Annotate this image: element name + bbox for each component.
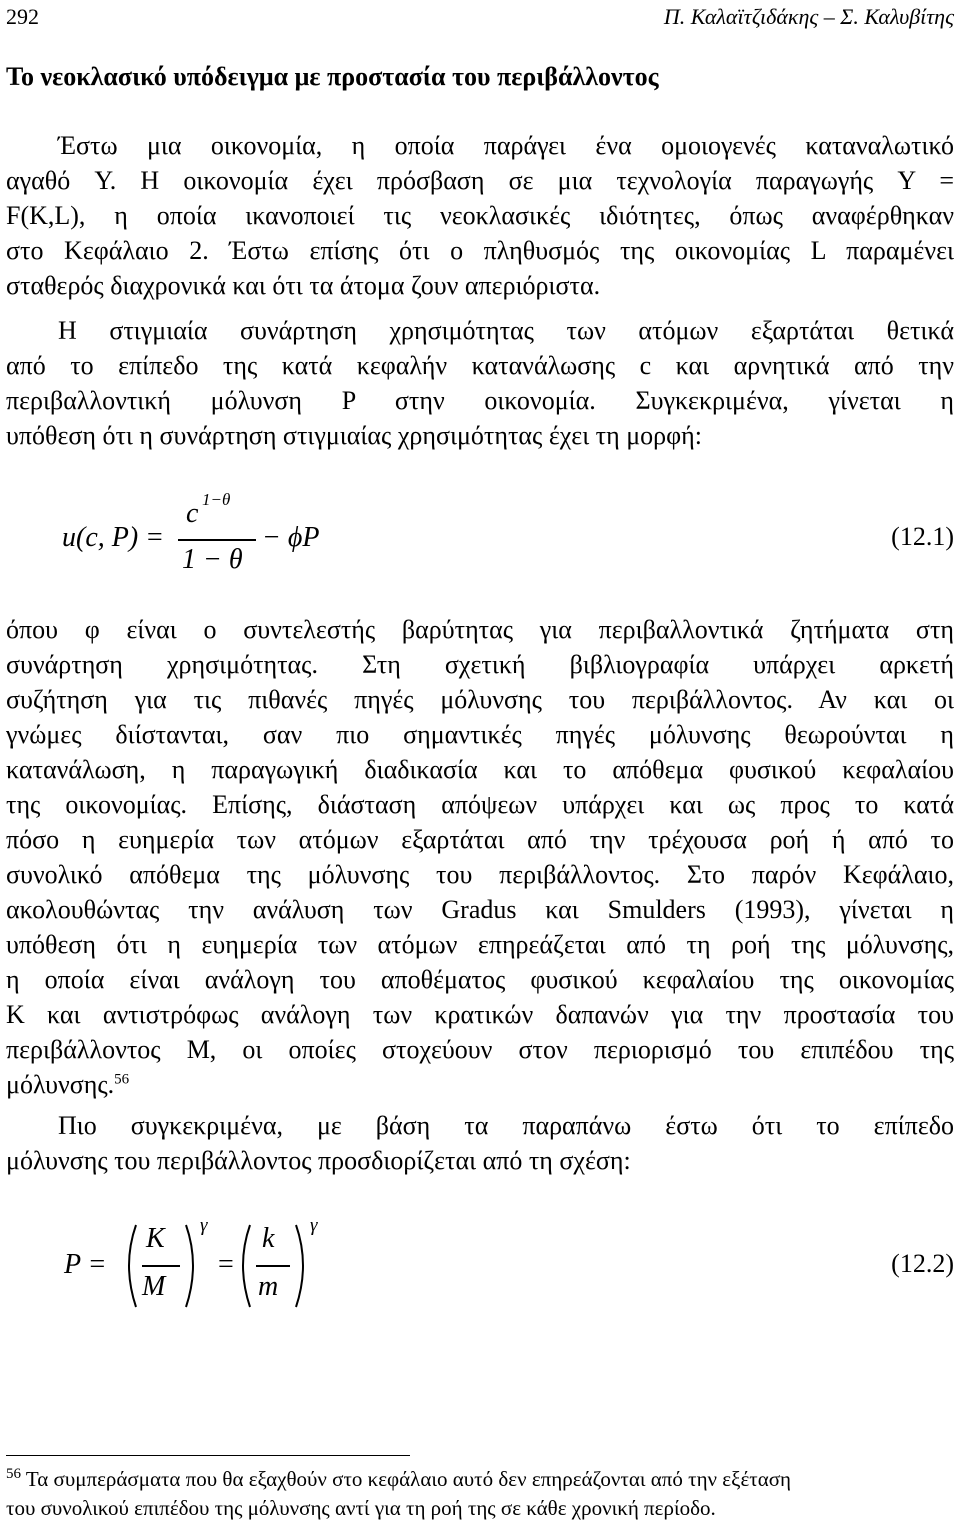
paragraph-line: περιβάλλοντος M, οι οποίες στοχεύουν στον περιορισμό του επιπέδου της <box>6 1035 954 1064</box>
fraction-2-numerator: k <box>262 1223 275 1254</box>
paragraph-line: όπου φ είναι ο συντελεστής βαρύτητας για περιβαλλοντικά ζητήματα στη <box>6 615 954 644</box>
fraction-2-denominator: m <box>258 1271 279 1302</box>
footnote-line: $^{56}$ Τα συμπεράσματα που θα εξαχθούν στο κεφάλαιο αυτό δεν επηρεάζονται από την εξέταση <box>6 1466 792 1491</box>
equation-denominator: 1 − θ <box>182 544 243 575</box>
paragraph-line: υπόθεση ότι η ευημερία των ατόμων επηρεάζεται από τη ροή της μόλυνσης, <box>6 930 954 959</box>
equation-tail: − ϕP <box>262 522 320 553</box>
paragraph-line: συνολικό απόθεμα της μόλυνσης του περιβάλλοντος. Στο παρόν Κεφάλαιο, <box>6 860 954 889</box>
paragraph-line: F(K,L), η οποία ικανοποιεί τις νεοκλασικές ιδιότητες, όπως αναφέρθηκαν <box>6 201 954 230</box>
paragraph-line: Πιο συγκεκριμένα, με βάση τα παραπάνω έστω ότι το επίπεδο <box>58 1111 954 1140</box>
paragraph-line: υπόθεση ότι η συνάρτηση στιγμιαίας χρησιμότητας έχει τη μορφή: <box>6 421 702 450</box>
paragraph-line: συζήτηση για τις πιθανές πηγές μόλυνσης του περιβάλλοντος. Αν και οι <box>6 685 954 714</box>
footnote-separator <box>6 1455 410 1456</box>
paragraph-line: της οικονομίας. Επίσης, διάσταση απόψεων υπάρχει και ως προς το κατά <box>6 790 954 819</box>
paragraph-line: κατανάλωση, η παραγωγική διαδικασία και το απόθεμα φυσικού κεφαλαίου <box>6 755 954 784</box>
paragraph-line: συνάρτηση χρησιμότητας. Στη σχετική βιβλιογραφία υπάρχει αρκετή <box>6 650 954 679</box>
right-paren <box>186 1225 193 1307</box>
paragraph-line: από το επίπεδο της κατά κεφαλήν κατανάλωσης c και αρνητικά από την <box>6 351 954 380</box>
paragraph-line: μόλυνσης του περιβάλλοντος προσδιορίζεται από τη σχέση: <box>6 1146 631 1175</box>
paragraph-line: K και αντιστρόφως ανάλογη των κρατικών δαπανών για την προστασία του <box>6 1000 954 1029</box>
paragraph-1 <box>6 128 954 303</box>
fraction-1-denominator: M <box>142 1271 166 1302</box>
equation-12-2 <box>0 1215 960 1315</box>
footnote-reference[interactable]: 56 <box>114 1071 130 1088</box>
section-title: Το νεοκλασικό υπόδειγμα με προστασία του περιβάλλοντος <box>6 62 659 91</box>
exponent-gamma: γ <box>200 1215 208 1236</box>
page-number: 292 <box>6 4 39 29</box>
fraction-bar <box>178 539 256 541</box>
paragraph-line: γνώμες διίστανται, σαν πιο σημαντικές πηγές μόλυνσης θεωρούνται η <box>6 720 954 749</box>
paragraph-line: σταθερός διαχρονικά και ότι τα άτομα ζουν απεριόριστα. <box>6 271 601 300</box>
paragraph-line: αγαθό Y. Η οικονομία έχει πρόσβαση σε μια τεχνολογία παραγωγής Y = <box>6 166 954 195</box>
paragraph-line: Η στιγμιαία συνάρτηση χρησιμότητας των ατόμων εξαρτάται θετικά <box>58 316 954 345</box>
paragraph-4 <box>6 1108 954 1178</box>
equation-numerator: c <box>186 498 199 529</box>
paragraph-3 <box>6 612 954 1102</box>
footnote-line: του συνολικού επιπέδου της μόλυνσης αντί για τη ροή της σε κάθε χρονική περίοδο. <box>6 1496 716 1520</box>
exponent-gamma: γ <box>310 1215 318 1236</box>
equation-exponent: 1−θ <box>202 490 231 509</box>
equation-number: (12.2) <box>891 1249 954 1278</box>
footnote-marker: 56 <box>6 1466 21 1482</box>
equation-number: (12.1) <box>891 522 954 551</box>
right-paren <box>296 1225 303 1307</box>
equation-lhs: u(c, P) = <box>62 522 165 553</box>
paragraph-line: ακολουθώντας την ανάλυση των Gradus και Smulders (1993), γίνεται η <box>6 895 954 924</box>
footnote <box>6 1465 956 1523</box>
paragraph-line: η οποία είναι ανάλογη του αποθέματος φυσικού κεφαλαίου της οικονομίας <box>6 965 954 994</box>
equation-12-1 <box>0 480 960 580</box>
left-paren <box>243 1225 250 1307</box>
paragraph-line: Έστω μια οικονομία, η οποία παράγει ένα ομοιογενές καταναλωτικό <box>58 131 954 160</box>
running-head: Π. Καλαϊτζιδάκης – Σ. Καλυβίτης <box>663 4 954 29</box>
paragraph-line: μόλυνσης.$^{56}$ <box>6 1070 130 1099</box>
left-paren <box>129 1225 136 1307</box>
paragraph-line: πόσο η ευημερία των ατόμων εξαρτάται από την τρέχουσα ροή ή από το <box>6 825 954 854</box>
equals-sign: = <box>218 1249 234 1280</box>
paragraph-line: στο Κεφάλαιο 2. Έστω επίσης ότι ο πληθυσμός της οικονομίας L παραμένει <box>6 236 954 265</box>
equation-lhs: P = <box>64 1249 107 1280</box>
fraction-1-numerator: K <box>146 1223 165 1254</box>
paragraph-line: περιβαλλοντική μόλυνση P στην οικονομία. Συγκεκριμένα, γίνεται η <box>6 386 954 415</box>
paragraph-2 <box>6 313 954 453</box>
page-header <box>6 4 954 34</box>
